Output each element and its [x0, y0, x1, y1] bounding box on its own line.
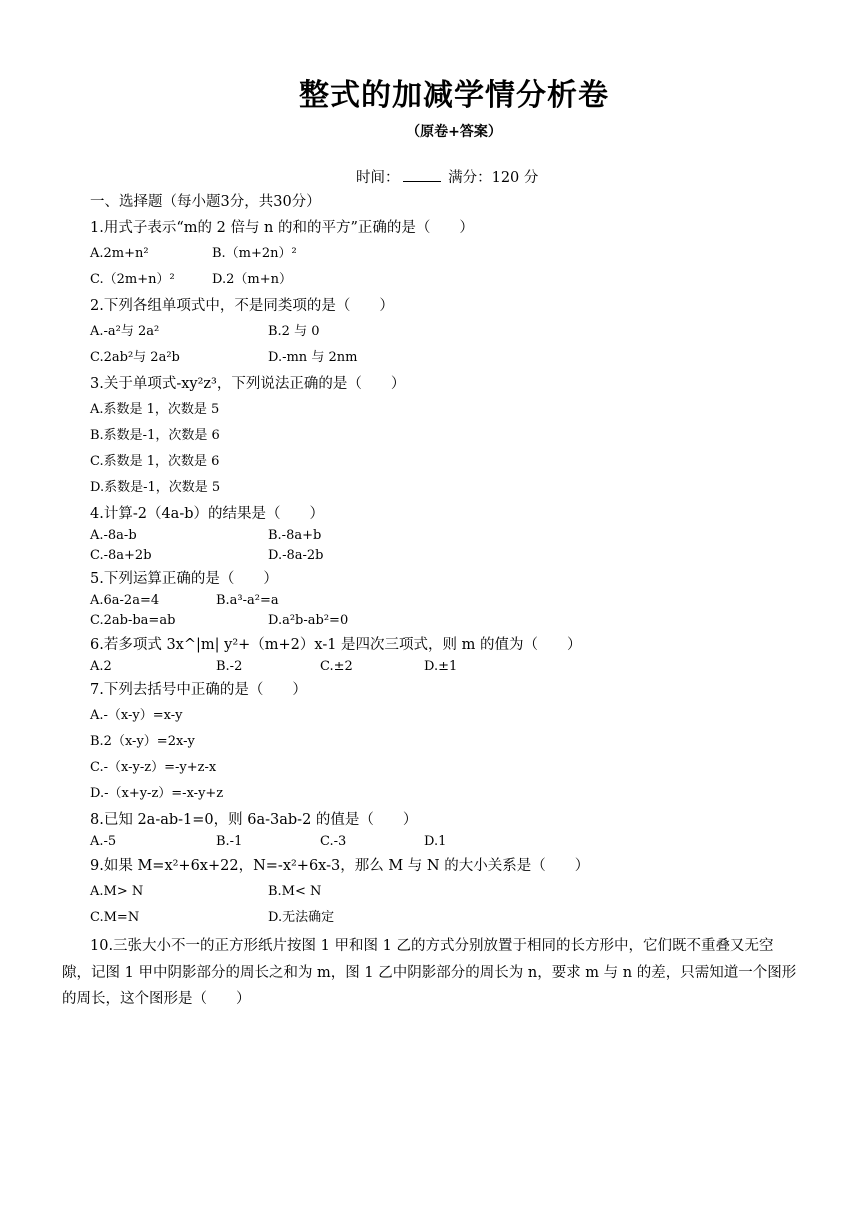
question-10-text: 10.三张大小不一的正方形纸片按图 1 甲和图 1 乙的方式分别放置于相同的长方形中，它们既不重叠又无空隙，记图 1 甲中阴影部分的周长之和为 m，图 1 乙中阴影部分的周长为 n，要求 m 与 n 的差，只需知道一个图形的周长，这个图形是（ ）	[62, 938, 797, 1007]
q8-option-b: B.-1	[216, 834, 243, 849]
q3-option-d: D.系数是-1，次数是 5	[90, 480, 221, 495]
q1-option-b: B.（m+2n）²	[212, 246, 297, 261]
q7-option-d: D.-（x+y-z）=-x-y+z	[90, 786, 224, 801]
q4-option-b: B.-8a+b	[268, 528, 322, 543]
q5-option-d: D.a²b-ab²=0	[268, 613, 349, 628]
question-1-stem: 1.用式子表示“m的 2 倍与 n 的和的平方”正确的是（ ）	[90, 220, 474, 236]
q8-option-a: A.-5	[90, 834, 117, 849]
q4-option-c: C.-8a+2b	[90, 548, 152, 563]
question-2-stem: 2.下列各组单项式中，不是同类项的是（ ）	[90, 298, 394, 314]
time-blank	[403, 167, 441, 182]
score-label: 满分：120 分	[448, 170, 539, 186]
q7-option-a: A.-（x-y）=x-y	[90, 708, 183, 723]
question-9-stem: 9.如果 M=x²+6x+22，N=-x²+6x-3，那么 M 与 N 的大小关系是（ ）	[90, 858, 590, 874]
q6-option-b: B.-2	[216, 659, 243, 674]
section-heading: 一、选择题（每小题3分，共30分）	[90, 194, 321, 210]
q6-option-a: A.2	[90, 659, 112, 674]
q2-option-a: A.-a²与 2a²	[90, 324, 160, 339]
q9-option-b: B.M< N	[268, 884, 322, 899]
q5-option-b: B.a³-a²=a	[216, 593, 279, 608]
q2-option-c: C.2ab²与 2a²b	[90, 350, 180, 365]
q3-option-c: C.系数是 1，次数是 6	[90, 454, 220, 469]
question-6-stem: 6.若多项式 3x^|m| y²+（m+2）x-1 是四次三项式，则 m 的值为（ ）	[90, 637, 582, 653]
q3-option-b: B.系数是-1，次数是 6	[90, 428, 220, 443]
q5-option-c: C.2ab-ba=ab	[90, 613, 176, 628]
question-7-stem: 7.下列去括号中正确的是（ ）	[90, 682, 307, 698]
q8-option-d: D.1	[424, 834, 447, 849]
q3-option-a: A.系数是 1，次数是 5	[90, 402, 220, 417]
question-5-stem: 5.下列运算正确的是（ ）	[90, 571, 278, 587]
q4-option-a: A.-8a-b	[90, 528, 137, 543]
q8-option-c: C.-3	[320, 834, 347, 849]
q9-option-c: C.M=N	[90, 910, 140, 925]
question-8-stem: 8.已知 2a-ab-1=0，则 6a-3ab-2 的值是（ ）	[90, 812, 418, 828]
time-label: 时间：	[356, 170, 400, 186]
q1-option-a: A.2m+n²	[90, 246, 149, 261]
q6-option-c: C.±2	[320, 659, 353, 674]
question-4-stem: 4.计算-2（4a-b）的结果是（ ）	[90, 506, 325, 522]
q9-option-d: D.无法确定	[268, 910, 335, 925]
q4-option-d: D.-8a-2b	[268, 548, 324, 563]
q7-option-c: C.-（x-y-z）=-y+z-x	[90, 760, 217, 775]
q2-option-b: B.2 与 0	[268, 324, 320, 339]
q7-option-b: B.2（x-y）=2x-y	[90, 734, 195, 749]
q1-option-c: C.（2m+n）²	[90, 272, 175, 287]
q2-option-d: D.-mn 与 2nm	[268, 350, 358, 365]
time-score-line	[356, 166, 538, 187]
q9-option-a: A.M> N	[90, 884, 144, 899]
page-subtitle: （原卷+答案）	[406, 124, 502, 140]
q5-option-a: A.6a-2a=4	[90, 593, 160, 608]
q1-option-d: D.2（m+n）	[212, 272, 292, 287]
question-3-stem: 3.关于单项式-xy²z³，下列说法正确的是（ ）	[90, 376, 406, 392]
q6-option-d: D.±1	[424, 659, 458, 674]
page-title: 整式的加减学情分析卷	[299, 78, 609, 113]
